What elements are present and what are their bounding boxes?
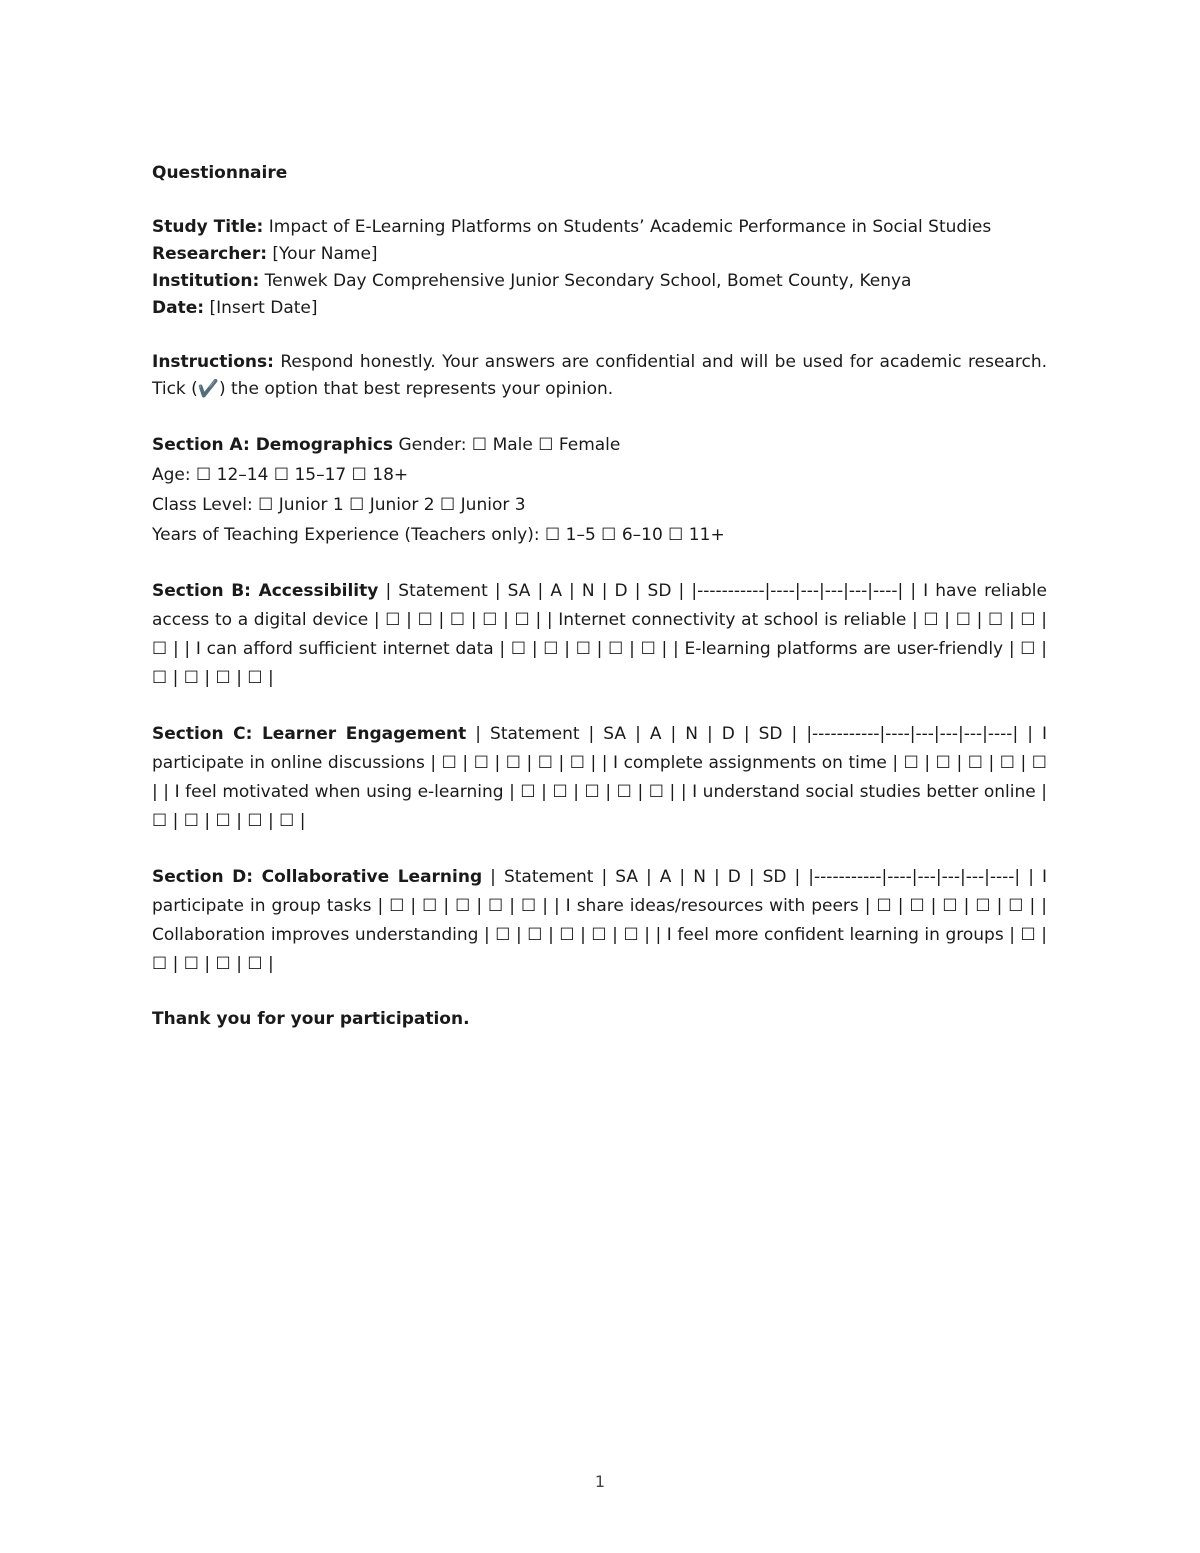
institution-label: Institution: [152, 271, 260, 291]
page-number: 1 [594, 1472, 606, 1491]
study-title-value: Impact of E-Learning Platforms on Students’ Academic Performance in Social Studies [263, 217, 992, 237]
study-title-line [152, 214, 1047, 241]
section-d-title: Section D: Collaborative Learning [152, 867, 483, 887]
gender-line [152, 430, 1047, 460]
section-b-accessibility [152, 577, 1047, 693]
instructions-label: Instructions: [152, 352, 274, 372]
document-page [152, 160, 1047, 1033]
date-line [152, 295, 1047, 322]
spacer [152, 836, 1047, 863]
section-c-table-text: | Statement | SA | A | N | D | SD | |-----------|----|---|---|---|----| | I participate in online discussions | ☐ | ☐ | ☐ | ☐ | ☐ | | I complete assignments on time | ☐ | ☐ | ☐ | ☐ | ☐ | | I feel motivated when using e-learning | ☐ | ☐ | ☐ | ☐ | ☐ | | I understand social studies better online | ☐ | ☐ | ☐ | ☐ | ☐ | [152, 724, 1047, 831]
date-label: Date: [152, 298, 205, 318]
section-a-title: Section A: Demographics [152, 435, 394, 455]
section-c-engagement [152, 720, 1047, 836]
researcher-line [152, 241, 1047, 268]
document-heading: Questionnaire [152, 163, 288, 183]
study-title-label: Study Title: [152, 217, 264, 237]
closing-text: Thank you for your participation. [152, 1009, 470, 1029]
section-b-table-text: | Statement | SA | A | N | D | SD | |-----------|----|---|---|---|----| | I have reliable access to a digital device | ☐ | ☐ | ☐ | ☐ | ☐ | | Internet connectivity at school is reliable | ☐ | ☐ | ☐ | ☐ | ☐ | | I can afford sufficient internet data | ☐ | ☐ | ☐ | ☐ | ☐ | | E-learning platforms are user-friendly | ☐ | ☐ | ☐ | ☐ | ☐ | [152, 581, 1047, 688]
spacer [152, 693, 1047, 720]
researcher-label: Researcher: [152, 244, 268, 264]
spacer [152, 322, 1047, 349]
instructions-text: Respond honestly. Your answers are confidential and will be used for academic research. Tick (✔️) the option that best represents your opinion. [152, 352, 1047, 399]
section-c-title: Section C: Learner Engagement [152, 724, 467, 744]
section-d-table-text: | Statement | SA | A | N | D | SD | |-----------|----|---|---|---|----| | I participate in group tasks | ☐ | ☐ | ☐ | ☐ | ☐ | | I share ideas/resources with peers | ☐ | ☐ | ☐ | ☐ | ☐ | | Collaboration improves understanding | ☐ | ☐ | ☐ | ☐ | ☐ | | I feel more confident learning in groups | ☐ | ☐ | ☐ | ☐ | ☐ | [152, 867, 1047, 974]
spacer [152, 403, 1047, 430]
spacer [152, 979, 1047, 1006]
instructions-paragraph [152, 349, 1047, 403]
experience-options: Years of Teaching Experience (Teachers only): ☐ 1–5 ☐ 6–10 ☐ 11+ [152, 525, 725, 545]
spacer [152, 550, 1047, 577]
researcher-value: [Your Name] [267, 244, 378, 264]
section-a-demographics [152, 430, 1047, 550]
age-options: Age: ☐ 12–14 ☐ 15–17 ☐ 18+ [152, 465, 409, 485]
class-level-options: Class Level: ☐ Junior 1 ☐ Junior 2 ☐ Junior 3 [152, 495, 526, 515]
section-d-collaboration [152, 863, 1047, 979]
institution-line [152, 268, 1047, 295]
institution-value: Tenwek Day Comprehensive Junior Secondary School, Bomet County, Kenya [259, 271, 912, 291]
date-value: [Insert Date] [204, 298, 318, 318]
section-b-title: Section B: Accessibility [152, 581, 379, 601]
spacer [152, 187, 1047, 214]
gender-options: Gender: ☐ Male ☐ Female [393, 435, 621, 455]
